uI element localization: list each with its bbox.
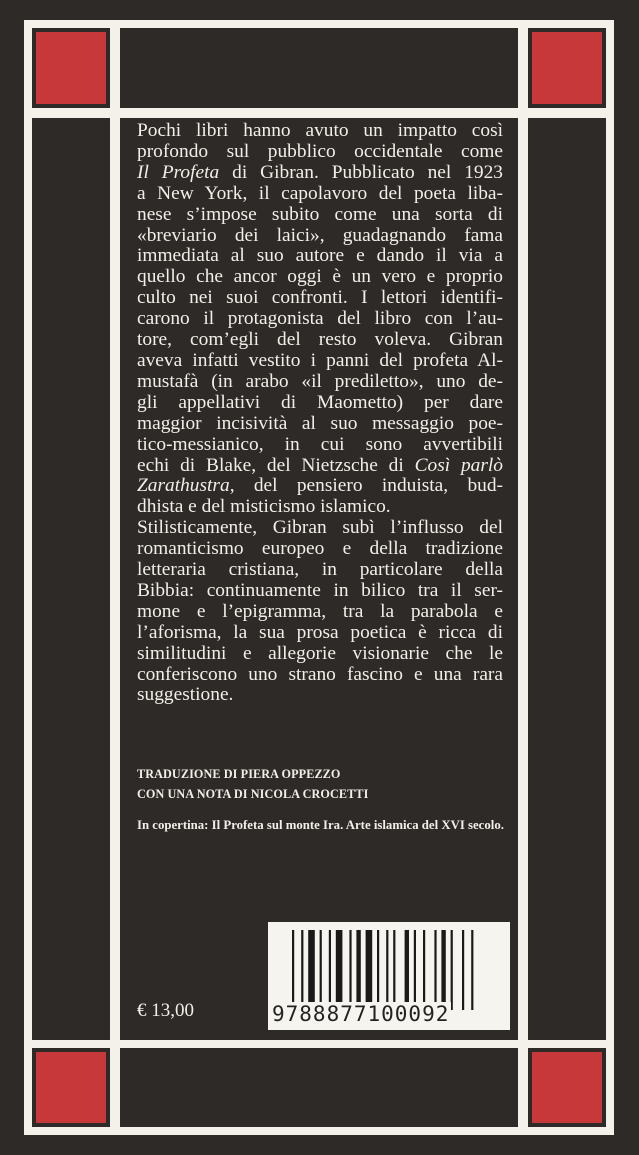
corner-bottom-right xyxy=(528,1048,606,1127)
barcode-bar xyxy=(471,930,473,1010)
blurb-line xyxy=(137,393,503,414)
text-segment: letteraria cristiana, in particolare della xyxy=(137,559,503,581)
barcode-bar xyxy=(414,930,416,1010)
blurb-line xyxy=(137,330,503,351)
price: € 13,00 xyxy=(137,1000,194,1021)
blurb-line xyxy=(137,685,503,706)
blurb-line xyxy=(137,435,503,456)
text-segment: «breviario dei laici», guadagnando fama xyxy=(137,224,503,246)
text-segment: carono il protagonista del libro con l’au- xyxy=(137,308,503,330)
blurb-line xyxy=(137,497,503,518)
text-segment: tore, com’egli del resto voleva. Gibran xyxy=(137,329,503,351)
text-segment: Stilisticamente, Gibran subì l’influsso del xyxy=(137,517,503,539)
blurb-line xyxy=(137,665,503,686)
italic-title: Il Profeta xyxy=(137,161,220,183)
text-segment: , del pensiero induista, bud- xyxy=(229,475,503,497)
red-square xyxy=(36,32,106,104)
barcode-bar xyxy=(308,930,315,1010)
text-segment: mone e l’epigramma, tra la parabola e xyxy=(137,600,503,622)
red-square xyxy=(532,32,602,104)
barcode-bars xyxy=(292,930,502,1010)
text-segment: similitudini e allegorie visionarie che le xyxy=(137,642,503,664)
barcode-number: 9788877100092 xyxy=(272,1002,450,1026)
blurb-line xyxy=(137,309,503,330)
barcode-bar xyxy=(377,930,379,1010)
blurb-line xyxy=(137,602,503,623)
blurb-line xyxy=(137,372,503,393)
text-segment: gli appellativi di Maometto) per dare xyxy=(137,391,503,413)
red-square xyxy=(36,1052,106,1123)
barcode-bar xyxy=(462,930,464,1010)
text-segment: conferiscono uno strano fascino e una rara xyxy=(137,663,503,685)
blurb-line xyxy=(137,518,503,539)
corner-top-right xyxy=(528,28,606,108)
text-segment: maggior incisività al suo messaggio poe- xyxy=(137,412,503,434)
text-segment: echi di Blake, del Nietzsche di xyxy=(137,454,415,476)
corner-top-left xyxy=(32,28,110,108)
top-band xyxy=(120,28,518,108)
right-column xyxy=(528,118,606,1040)
bottom-band xyxy=(120,1048,518,1127)
blurb-line xyxy=(137,476,503,497)
blurb-line xyxy=(137,205,503,226)
italic-title: Zarathustra xyxy=(137,475,230,497)
text-segment: romanticismo europeo e della tradizione xyxy=(137,538,503,560)
blurb-line xyxy=(137,560,503,581)
barcode-bar xyxy=(393,930,395,1010)
red-square xyxy=(532,1052,602,1123)
blurb-text xyxy=(137,121,503,706)
text-segment: profondo sul pubblico occidentale come xyxy=(137,140,503,162)
blurb-line xyxy=(137,414,503,435)
text-segment: a New York, il capolavoro del poeta liba- xyxy=(137,182,503,204)
barcode-bar xyxy=(423,930,425,1010)
blurb-line xyxy=(137,184,503,205)
blurb-line xyxy=(137,644,503,665)
barcode-bar xyxy=(301,930,303,1010)
barcode-bar xyxy=(356,930,360,1010)
barcode xyxy=(268,922,510,1030)
text-segment: l’aforisma, la sua prosa poetica è ricca di xyxy=(137,621,503,643)
barcode-bar xyxy=(451,930,453,1010)
blurb-line xyxy=(137,246,503,267)
barcode-bar xyxy=(349,930,351,1010)
barcode-bar xyxy=(292,930,294,1010)
barcode-bar xyxy=(320,930,322,1010)
barcode-bar xyxy=(329,930,331,1010)
text-segment: dhista e del misticismo islamico. xyxy=(137,496,391,518)
text-segment: Bibbia: continuamente in bilico tra il ser- xyxy=(137,579,503,601)
text-segment: suggestione. xyxy=(137,684,234,706)
text-segment: quello che ancor oggi è un vero e proprio xyxy=(137,266,503,288)
barcode-bar xyxy=(366,930,373,1010)
blurb-line xyxy=(137,623,503,644)
left-column xyxy=(32,118,110,1040)
blurb-line xyxy=(137,539,503,560)
italic-title: Così parlò xyxy=(414,454,503,476)
blurb-line xyxy=(137,226,503,247)
barcode-bar xyxy=(405,930,409,1010)
text-segment: di Gibran. Pubblicato nel 1923 xyxy=(219,161,503,183)
blurb-line xyxy=(137,267,503,288)
blurb-line xyxy=(137,142,503,163)
corner-bottom-left xyxy=(32,1048,110,1127)
blurb-line xyxy=(137,456,503,477)
text-segment: mustafà (in arabo «il prediletto», uno de- xyxy=(137,370,503,392)
credits xyxy=(137,764,368,804)
text-segment: aveva infatti vestito i panni del profeta Al- xyxy=(137,349,503,371)
note-credit: CON UNA NOTA DI NICOLA CROCETTI xyxy=(137,787,369,801)
barcode-bar xyxy=(386,930,388,1010)
barcode-bar xyxy=(336,930,343,1010)
translation-credit: TRADUZIONE DI PIERA OPPEZZO xyxy=(137,767,341,781)
text-segment: culto nei suoi confronti. I lettori identifi- xyxy=(137,287,503,309)
blurb-line xyxy=(137,121,503,142)
text-segment: Pochi libri hanno avuto un impatto così xyxy=(137,120,503,141)
blurb-line xyxy=(137,351,503,372)
blurb-line xyxy=(137,163,503,184)
barcode-bar xyxy=(441,930,445,1010)
text-segment: tico-messianico, in cui sono avvertibili xyxy=(137,433,503,455)
barcode-bar xyxy=(434,930,436,1010)
cover-note: In copertina: Il Profeta sul monte Ira. Arte islamica del XVI secolo. xyxy=(137,818,504,832)
text-segment: immediata al suo autore e dando il via a xyxy=(137,245,503,267)
blurb-line xyxy=(137,581,503,602)
text-segment: nese s’impose subito come una sorta di xyxy=(137,203,503,225)
blurb-line xyxy=(137,288,503,309)
